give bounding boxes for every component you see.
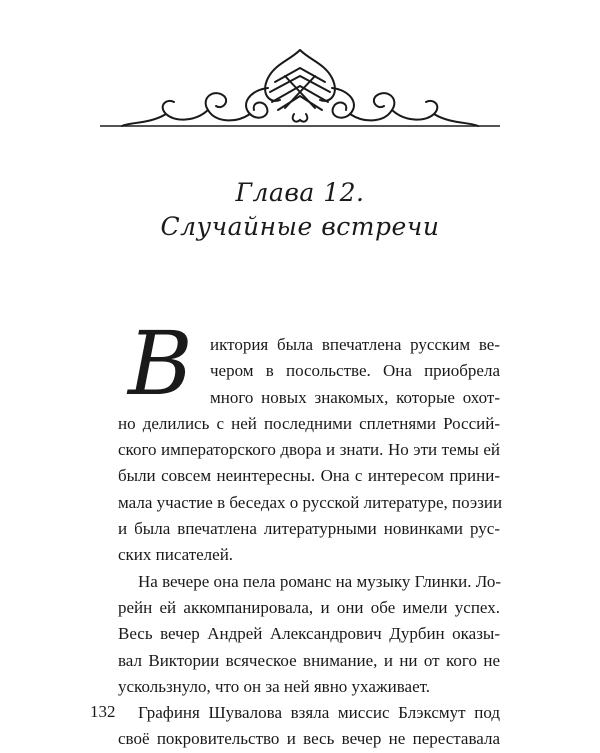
text-line: ских писателей.	[118, 545, 234, 565]
chapter-number: Глава 12.	[235, 178, 365, 207]
paragraph-3	[118, 700, 500, 753]
paragraph-2	[118, 569, 500, 700]
text-line: ускользнуло, что он за ней явно ухаживает.	[118, 676, 431, 696]
text-line: и была впечатлена литературными новинками рус-	[118, 519, 500, 539]
text-line: были совсем неинтересны. Она с интересом прини-	[118, 466, 500, 486]
text-line: своё покровительство и весь вечер не переставала	[118, 729, 500, 749]
text-line: много новых знакомых, которые охот-	[210, 387, 500, 407]
text-line: иктория была впечатлена русским ве-	[210, 335, 500, 354]
text-line: но делились с ней последними сплетнями Россий-	[118, 413, 500, 433]
text-line: вал Виктории всяческое внимание, и ни от кого не	[118, 650, 500, 670]
text-line: Весь вечер Андрей Александрович Дурбин оказы-	[118, 624, 500, 644]
text-line: рейн ей аккомпанировала, и они обе имели успех.	[118, 597, 500, 617]
text-line: мала участие в беседах о русской литературе, поэзии	[118, 492, 503, 512]
body-text	[118, 332, 503, 753]
page-number: 132	[90, 702, 116, 721]
chapter-heading	[0, 176, 600, 244]
paragraph-1	[118, 332, 503, 569]
text-line: ского императорского двора и знати. Но эти темы ей	[118, 440, 500, 460]
text-line: Графиня Шувалова взяла миссис Блэксмут под	[138, 703, 500, 723]
text-line: чером в посольстве. Она приобрела	[210, 361, 500, 381]
chapter-name: Случайные встречи	[160, 212, 440, 241]
drop-cap-letter: В	[128, 320, 193, 402]
text-line: На вечере она пела романс на музыку Глинки. Ло-	[138, 571, 501, 591]
chapter-ornament	[100, 42, 500, 134]
